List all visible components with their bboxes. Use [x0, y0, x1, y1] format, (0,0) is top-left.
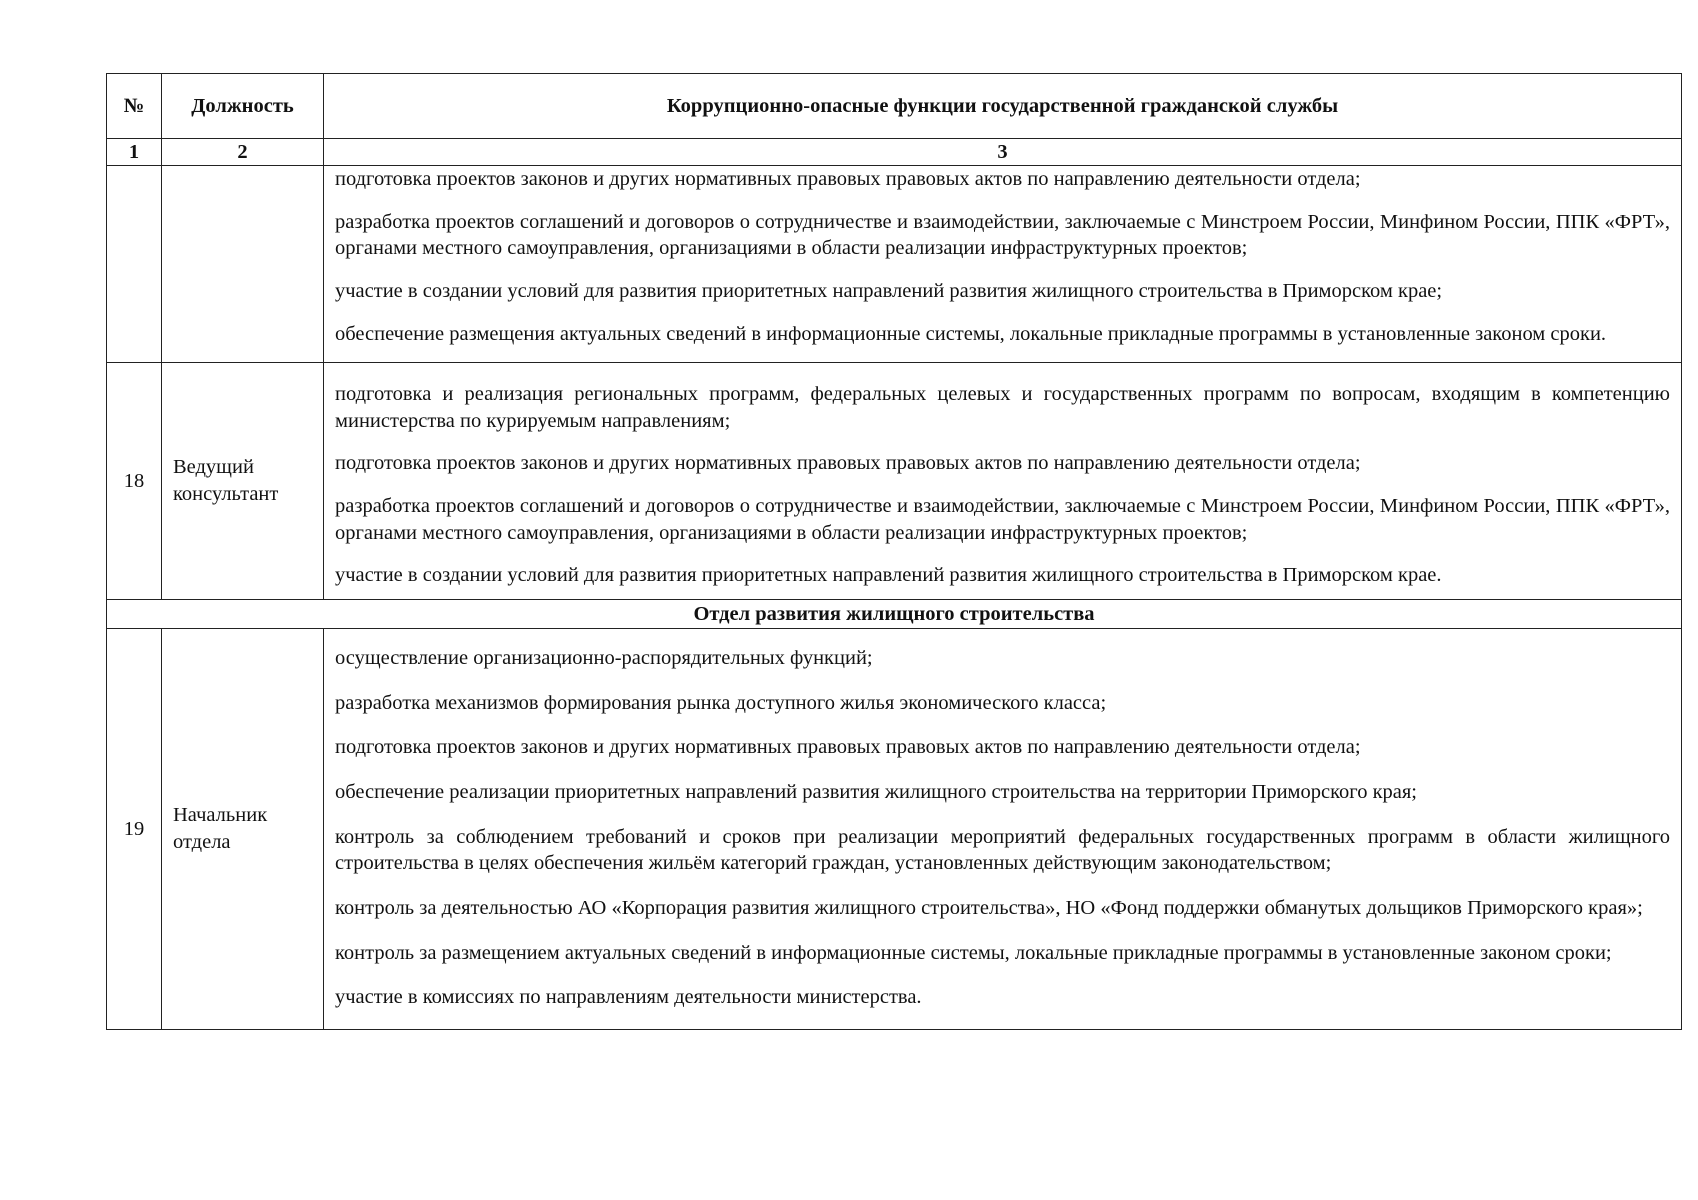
header-functions: Коррупционно-опасные функции государственной гражданской службы [324, 74, 1682, 139]
function-item: разработка механизмов формирования рынка доступного жилья экономического класса; [335, 691, 1107, 714]
function-item: контроль за соблюдением требований и сроков при реализации мероприятий федеральных государственных программ в области жилищного строительства в целях обеспечения жильём категорий граждан, установленных действующим законодательством; [335, 825, 1670, 875]
function-item: разработка проектов соглашений и договоров о сотрудничестве и взаимодействии, заключаемые с Минстроем России, Минфином России, ППК «ФРТ», органами местного самоуправления, организациями в области реализации инфраструктурных проектов; [335, 495, 1670, 544]
row-position [162, 166, 324, 363]
table-header-row [107, 74, 1682, 139]
header-position: Должность [162, 74, 324, 139]
function-item: обеспечение реализации приоритетных направлений развития жилищного строительства на территории Приморского края; [335, 780, 1418, 803]
column-number: 3 [324, 139, 1682, 166]
function-item: контроль за размещением актуальных сведений в информационные системы, локальные прикладные программы в установленные законом сроки; [335, 941, 1612, 964]
column-number-row [107, 139, 1682, 166]
row-functions [324, 363, 1682, 600]
row-position [162, 629, 324, 1030]
position-line: Ведущий [173, 456, 254, 479]
row-number: 18 [107, 363, 162, 600]
function-item: подготовка проектов законов и других нормативных правовых правовых актов по направлению деятельности отдела; [335, 736, 1361, 759]
position-line: консультант [173, 483, 279, 506]
function-item: участие в комиссиях по направлениям деятельности министерства. [335, 986, 922, 1009]
row-number [107, 166, 162, 363]
section-title: Отдел развития жилищного строительства [107, 600, 1682, 629]
section-row [107, 600, 1682, 629]
position-line: отдела [173, 830, 231, 853]
function-item: подготовка проектов законов и других нормативных правовых правовых актов по направлению деятельности отдела; [335, 452, 1361, 475]
function-item: обеспечение размещения актуальных сведений в информационные системы, локальные прикладные программы в установленные законом сроки. [335, 322, 1607, 345]
row-functions [324, 166, 1682, 363]
column-number: 1 [107, 139, 162, 166]
function-item: подготовка проектов законов и других нормативных правовых правовых актов по направлению деятельности отдела; [335, 168, 1361, 190]
function-item: осуществление организационно-распорядительных функций; [335, 647, 873, 670]
function-item: участие в создании условий для развития приоритетных направлений развития жилищного строительства в Приморском крае; [335, 279, 1443, 302]
row-number: 19 [107, 629, 162, 1030]
table-row [107, 629, 1682, 1030]
table-row [107, 166, 1682, 363]
function-item: подготовка и реализация региональных программ, федеральных целевых и государственных программ по вопросам, входящим в компетенцию министерства по курируемым направлениям; [335, 383, 1670, 432]
function-item: участие в создании условий для развития приоритетных направлений развития жилищного строительства в Приморском крае. [335, 564, 1442, 587]
row-position [162, 363, 324, 600]
header-num: № [107, 74, 162, 139]
row-functions [324, 629, 1682, 1030]
table-row [107, 363, 1682, 600]
corruption-functions-table [106, 73, 1682, 1030]
function-item: контроль за деятельностью АО «Корпорация развития жилищного строительства», НО «Фонд поддержки обманутых дольщиков Приморского края»; [335, 896, 1643, 919]
column-number: 2 [162, 139, 324, 166]
function-item: разработка проектов соглашений и договоров о сотрудничестве и взаимодействии, заключаемые с Минстроем России, Минфином России, ППК «ФРТ», органами местного самоуправления, организациями в области реализации инфраструктурных проектов; [335, 210, 1670, 260]
position-line: Начальник [173, 804, 268, 827]
